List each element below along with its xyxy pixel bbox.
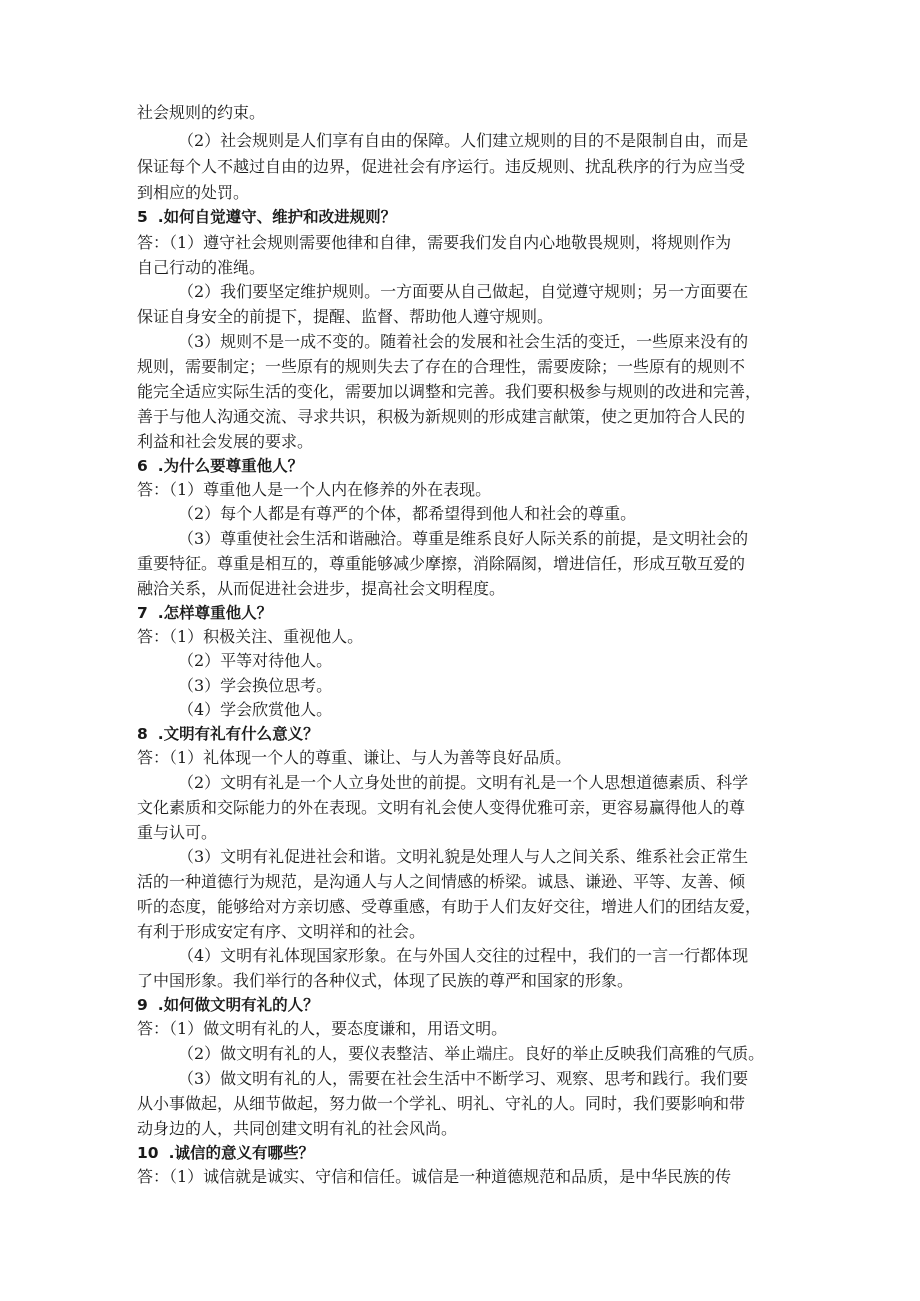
question-number: 7 [137,604,148,622]
question-number: 6 [137,457,148,475]
text-line: 到相应的处罚。 [137,183,250,202]
text-line: （3）规则不是一成不变的。随着社会的发展和社会生活的变迁，一些原来没有的 [178,332,749,351]
question-text: .怎样尊重他人？ [157,604,273,622]
text-line: 文化素质和交际能力的外在表现。文明有礼会使人变得优雅可亲，更容易赢得他人的尊 [137,798,746,817]
text-line: （2）平等对待他人。 [178,651,333,670]
text-line: （3）文明有礼促进社会和谐。文明礼貌是处理人与人之间关系、维系社会正常生 [178,847,749,866]
question-heading [137,994,319,1016]
text-line: 重与认可。 [137,823,218,842]
text-line: （3）尊重使社会生活和谐融洽。尊重是维系良好人际关系的前提，是文明社会的 [178,529,749,548]
question-heading [137,602,272,624]
text-line: （2）每个人都是有尊严的个体，都希望得到他人和社会的尊重。 [178,504,637,523]
text-line: （4）学会欣赏他人。 [178,700,333,719]
text-line: 了中国形象。我们举行的各种仪式，体现了民族的尊严和国家的形象。 [137,971,634,990]
text-line: 自己行动的准绳。 [137,258,266,277]
text-line: （2）我们要坚定维护规则。一方面要从自己做起，自觉遵守规则；另一方面要在 [178,282,749,301]
answer-line: 答：（1）诚信就是诚实、守信和信任。诚信是一种道德规范和品质，是中华民族的传 [137,1167,732,1186]
question-number: 10 [137,1144,159,1162]
answer-line: 答：（1）遵守社会规则需要他律和自律，需要我们发自内心地敬畏规则，将规则作为 [137,233,732,252]
text-line: （3）做文明有礼的人，需要在社会生活中不断学习、观察、思考和践行。我们要 [178,1069,749,1088]
question-heading [137,206,396,228]
question-text: .如何做文明有礼的人？ [157,996,319,1014]
question-number: 5 [137,208,148,226]
text-line: 活的一种道德行为规范，是沟通人与人之间情感的桥梁。诚恳、谦逊、平等、友善、倾 [137,872,746,891]
question-text: .诚信的意义有哪些？ [168,1144,314,1162]
text-line: 规则，需要制定；一些原有的规则失去了存在的合理性，需要废除；一些原有的规则不 [137,357,746,376]
question-heading [137,1142,314,1164]
question-heading [137,455,303,477]
question-text: .如何自觉遵守、维护和改进规则？ [157,208,397,226]
text-line: 有利于形成安定有序、文明祥和的社会。 [137,922,426,941]
question-number: 9 [137,996,148,1014]
question-number: 8 [137,725,148,743]
question-heading [137,723,319,745]
text-line: 保证自身安全的前提下，提醒、监督、帮助他人遵守规则。 [137,307,554,326]
question-text: .文明有礼有什么意义？ [157,725,319,743]
text-line: 能完全适应实际生活的变化，需要加以调整和完善。我们要积极参与规则的改进和完善， [137,382,762,401]
answer-line: 答：（1）礼体现一个人的尊重、谦让、与人为善等良好品质。 [137,748,572,767]
text-line: 重要特征。尊重是相互的，尊重能够减少摩擦，消除隔阂，增进信任，形成互敬互爱的 [137,554,746,573]
answer-line: 答：（1）做文明有礼的人，要态度谦和，用语文明。 [137,1019,508,1038]
text-line: 融洽关系，从而促进社会进步，提高社会文明程度。 [137,579,506,598]
text-line: （2）做文明有礼的人，要仪表整洁、举止端庄。良好的举止反映我们高雅的气质。 [178,1044,765,1063]
text-line: 动身边的人，共同创建文明有礼的社会风尚。 [137,1119,458,1138]
text-line: （2）社会规则是人们享有自由的保障。人们建立规则的目的不是限制自由，而是 [178,131,749,150]
text-line: （4）文明有礼体现国家形象。在与外国人交往的过程中，我们的一言一行都体现 [178,946,749,965]
text-line: 听的态度，能够给对方亲切感、受尊重感，有助于人们友好交往，增进人们的团结友爱， [137,897,762,916]
text-line: 利益和社会发展的要求。 [137,432,314,451]
text-line: 社会规则的约束。 [137,103,266,122]
text-line: （3）学会换位思考。 [178,676,333,695]
text-line: 善于与他人沟通交流、寻求共识，积极为新规则的形成建言献策，使之更加符合人民的 [137,407,746,426]
text-line: （2）文明有礼是一个人立身处世的前提。文明有礼是一个人思想道德素质、科学 [178,773,749,792]
text-line: 保证每个人不越过自由的边界，促进社会有序运行。违反规则、扰乱秩序的行为应当受 [137,157,746,176]
text-line: 从小事做起，从细节做起，努力做一个学礼、明礼、守礼的人。同时，我们要影响和带 [137,1094,746,1113]
answer-line: 答：（1）尊重他人是一个人内在修养的外在表现。 [137,480,492,499]
question-text: .为什么要尊重他人？ [157,457,304,475]
answer-line: 答：（1）积极关注、重视他人。 [137,627,364,646]
